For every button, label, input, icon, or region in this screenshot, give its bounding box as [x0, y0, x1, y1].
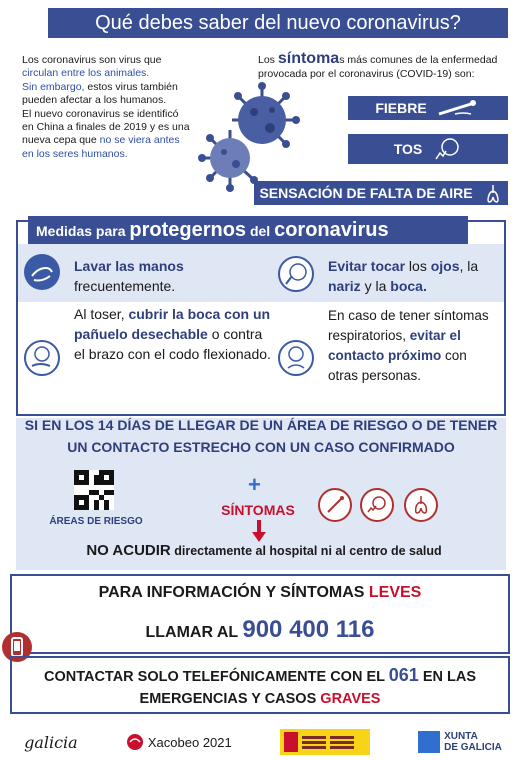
cover-cough-icon — [24, 340, 60, 376]
measure-handwash-text: frecuentemente. — [74, 278, 176, 294]
ministry-logo — [280, 729, 370, 755]
symptom-fever-label: FIEBRE — [375, 100, 427, 116]
info-line-1 — [10, 584, 510, 602]
intro-p1b: circulan entre los animales. — [22, 67, 150, 80]
intro-p2a: Sin embargo, — [22, 80, 85, 93]
measure-contact-t2: con otras personas. — [328, 348, 467, 383]
symptoms-intro-a: Los — [258, 54, 278, 66]
galicia-logo: galicia — [24, 732, 78, 752]
risk-title: SI EN LOS 14 DÍAS DE LLEGAR DE UN ÁREA DE RIESGO O DE TENER UN CONTACTO ESTRECHO CON UN CASO CONFIRMADO — [24, 417, 498, 455]
phone-number[interactable]: 900 400 116 — [242, 616, 375, 643]
xunta-line-1: XUNTA — [444, 731, 478, 742]
no-touch-face-icon — [278, 256, 314, 292]
measures-title-d: coronavirus — [274, 219, 389, 241]
intro-p1a: Los coronavirus son virus que — [22, 54, 162, 66]
arrow-down-icon — [252, 520, 266, 542]
symptom-fever — [348, 96, 508, 120]
fever-circle-icon — [318, 488, 352, 522]
xunta-flag-icon — [418, 731, 440, 753]
handwash-icon — [24, 254, 60, 290]
measure-handwash-bold: Lavar las manos — [74, 258, 184, 274]
measures-title-a: Medidas para — [36, 223, 130, 239]
lungs-icon — [483, 183, 503, 203]
measures-title-b: protegernos — [129, 219, 247, 241]
measure-contact-t1: En caso de tener síntomas respiratorios, — [328, 308, 489, 343]
lungs-circle-icon — [404, 488, 438, 522]
measure-contact — [328, 306, 500, 386]
measure-no-touch-bold: Evitar tocar — [328, 258, 406, 274]
contact-d: GRAVES — [320, 691, 381, 707]
info-l2a: LLAMAR AL — [145, 624, 243, 641]
cough-circle-icon — [360, 488, 394, 522]
emergency-number[interactable]: 061 — [388, 665, 419, 685]
plus-sign: + — [248, 472, 261, 497]
thermometer-icon — [437, 100, 481, 116]
symptoms-intro-big: síntoma — [277, 50, 340, 67]
symptom-cough — [348, 134, 508, 164]
no-acudir-rest: directamente al hospital ni al centro de salud — [170, 544, 442, 558]
measure-no-touch-b4: boca. — [390, 278, 427, 294]
measure-cover-t1: Al toser, — [74, 306, 129, 322]
measures-title — [28, 216, 468, 244]
measure-no-touch-b2: ojos — [430, 258, 460, 274]
xacobeo-logo — [126, 733, 232, 751]
contact-a: CONTACTAR SOLO TELEFÓNICAMENTE CON EL — [43, 669, 389, 685]
info-l1b: LEVES — [368, 584, 422, 601]
symptom-cough-label: TOS — [393, 141, 423, 157]
xacobeo-text: Xacobeo 2021 — [147, 734, 232, 750]
qr-code-icon[interactable] — [74, 470, 114, 510]
footer-logos — [0, 724, 526, 760]
symptoms-label: SÍNTOMAS — [221, 502, 295, 518]
avoid-contact-icon — [278, 340, 314, 376]
measure-no-touch-b3: nariz — [328, 278, 361, 294]
contact-text — [18, 664, 502, 710]
contact-c: EN LAS EMERGENCIAS Y CASOS — [139, 669, 477, 707]
xunta-line-2: DE GALICIA — [444, 742, 502, 753]
measure-no-touch — [328, 256, 498, 296]
symptoms-intro — [258, 52, 508, 81]
xunta-logo — [418, 731, 502, 753]
symptom-breath-label: SENSACIÓN DE FALTA DE AIRE — [259, 185, 473, 201]
symptoms-intro-b: s más comunes de la enfermedad provocada por el coronavirus (COVID-19) son: — [258, 54, 498, 80]
measure-contact-bold: evitar el contacto próximo — [328, 328, 461, 363]
info-l1a: PARA INFORMACIÓN Y SÍNTOMAS — [98, 584, 369, 601]
intro-p3a: El nuevo coronavirus se identificó en China a finales de 2019 y es una nueva cepa que — [22, 107, 190, 147]
intro-text — [22, 54, 192, 161]
measure-handwash — [74, 256, 264, 296]
cough-icon — [432, 137, 462, 161]
measure-no-touch-t2: , la — [459, 258, 479, 274]
risk-areas-label: ÁREAS DE RIESGO — [49, 516, 143, 527]
info-line-2 — [10, 616, 510, 644]
measure-cover-t2: o contra el brazo con el codo flexionado. — [74, 326, 271, 362]
measure-no-touch-t3: y la — [360, 278, 391, 294]
intro-p3b: no se viera antes en los seres humanos. — [22, 134, 180, 160]
intro-p2b: estos virus también pueden afectar a los humanos. — [22, 80, 178, 107]
measure-no-touch-t1: los — [405, 258, 431, 274]
spain-shield-icon — [284, 732, 298, 752]
measures-title-c: del — [246, 223, 275, 239]
symptom-breath — [254, 181, 508, 205]
no-acudir-bold: NO ACUDIR — [86, 542, 171, 559]
measure-cover — [74, 304, 274, 364]
page-title: Qué debes saber del nuevo coronavirus? — [48, 8, 508, 38]
no-acudir-text — [24, 542, 504, 559]
measure-cover-bold: cubrir la boca con un pañuelo desechable — [74, 306, 271, 342]
xacobeo-shell-icon — [126, 733, 144, 751]
